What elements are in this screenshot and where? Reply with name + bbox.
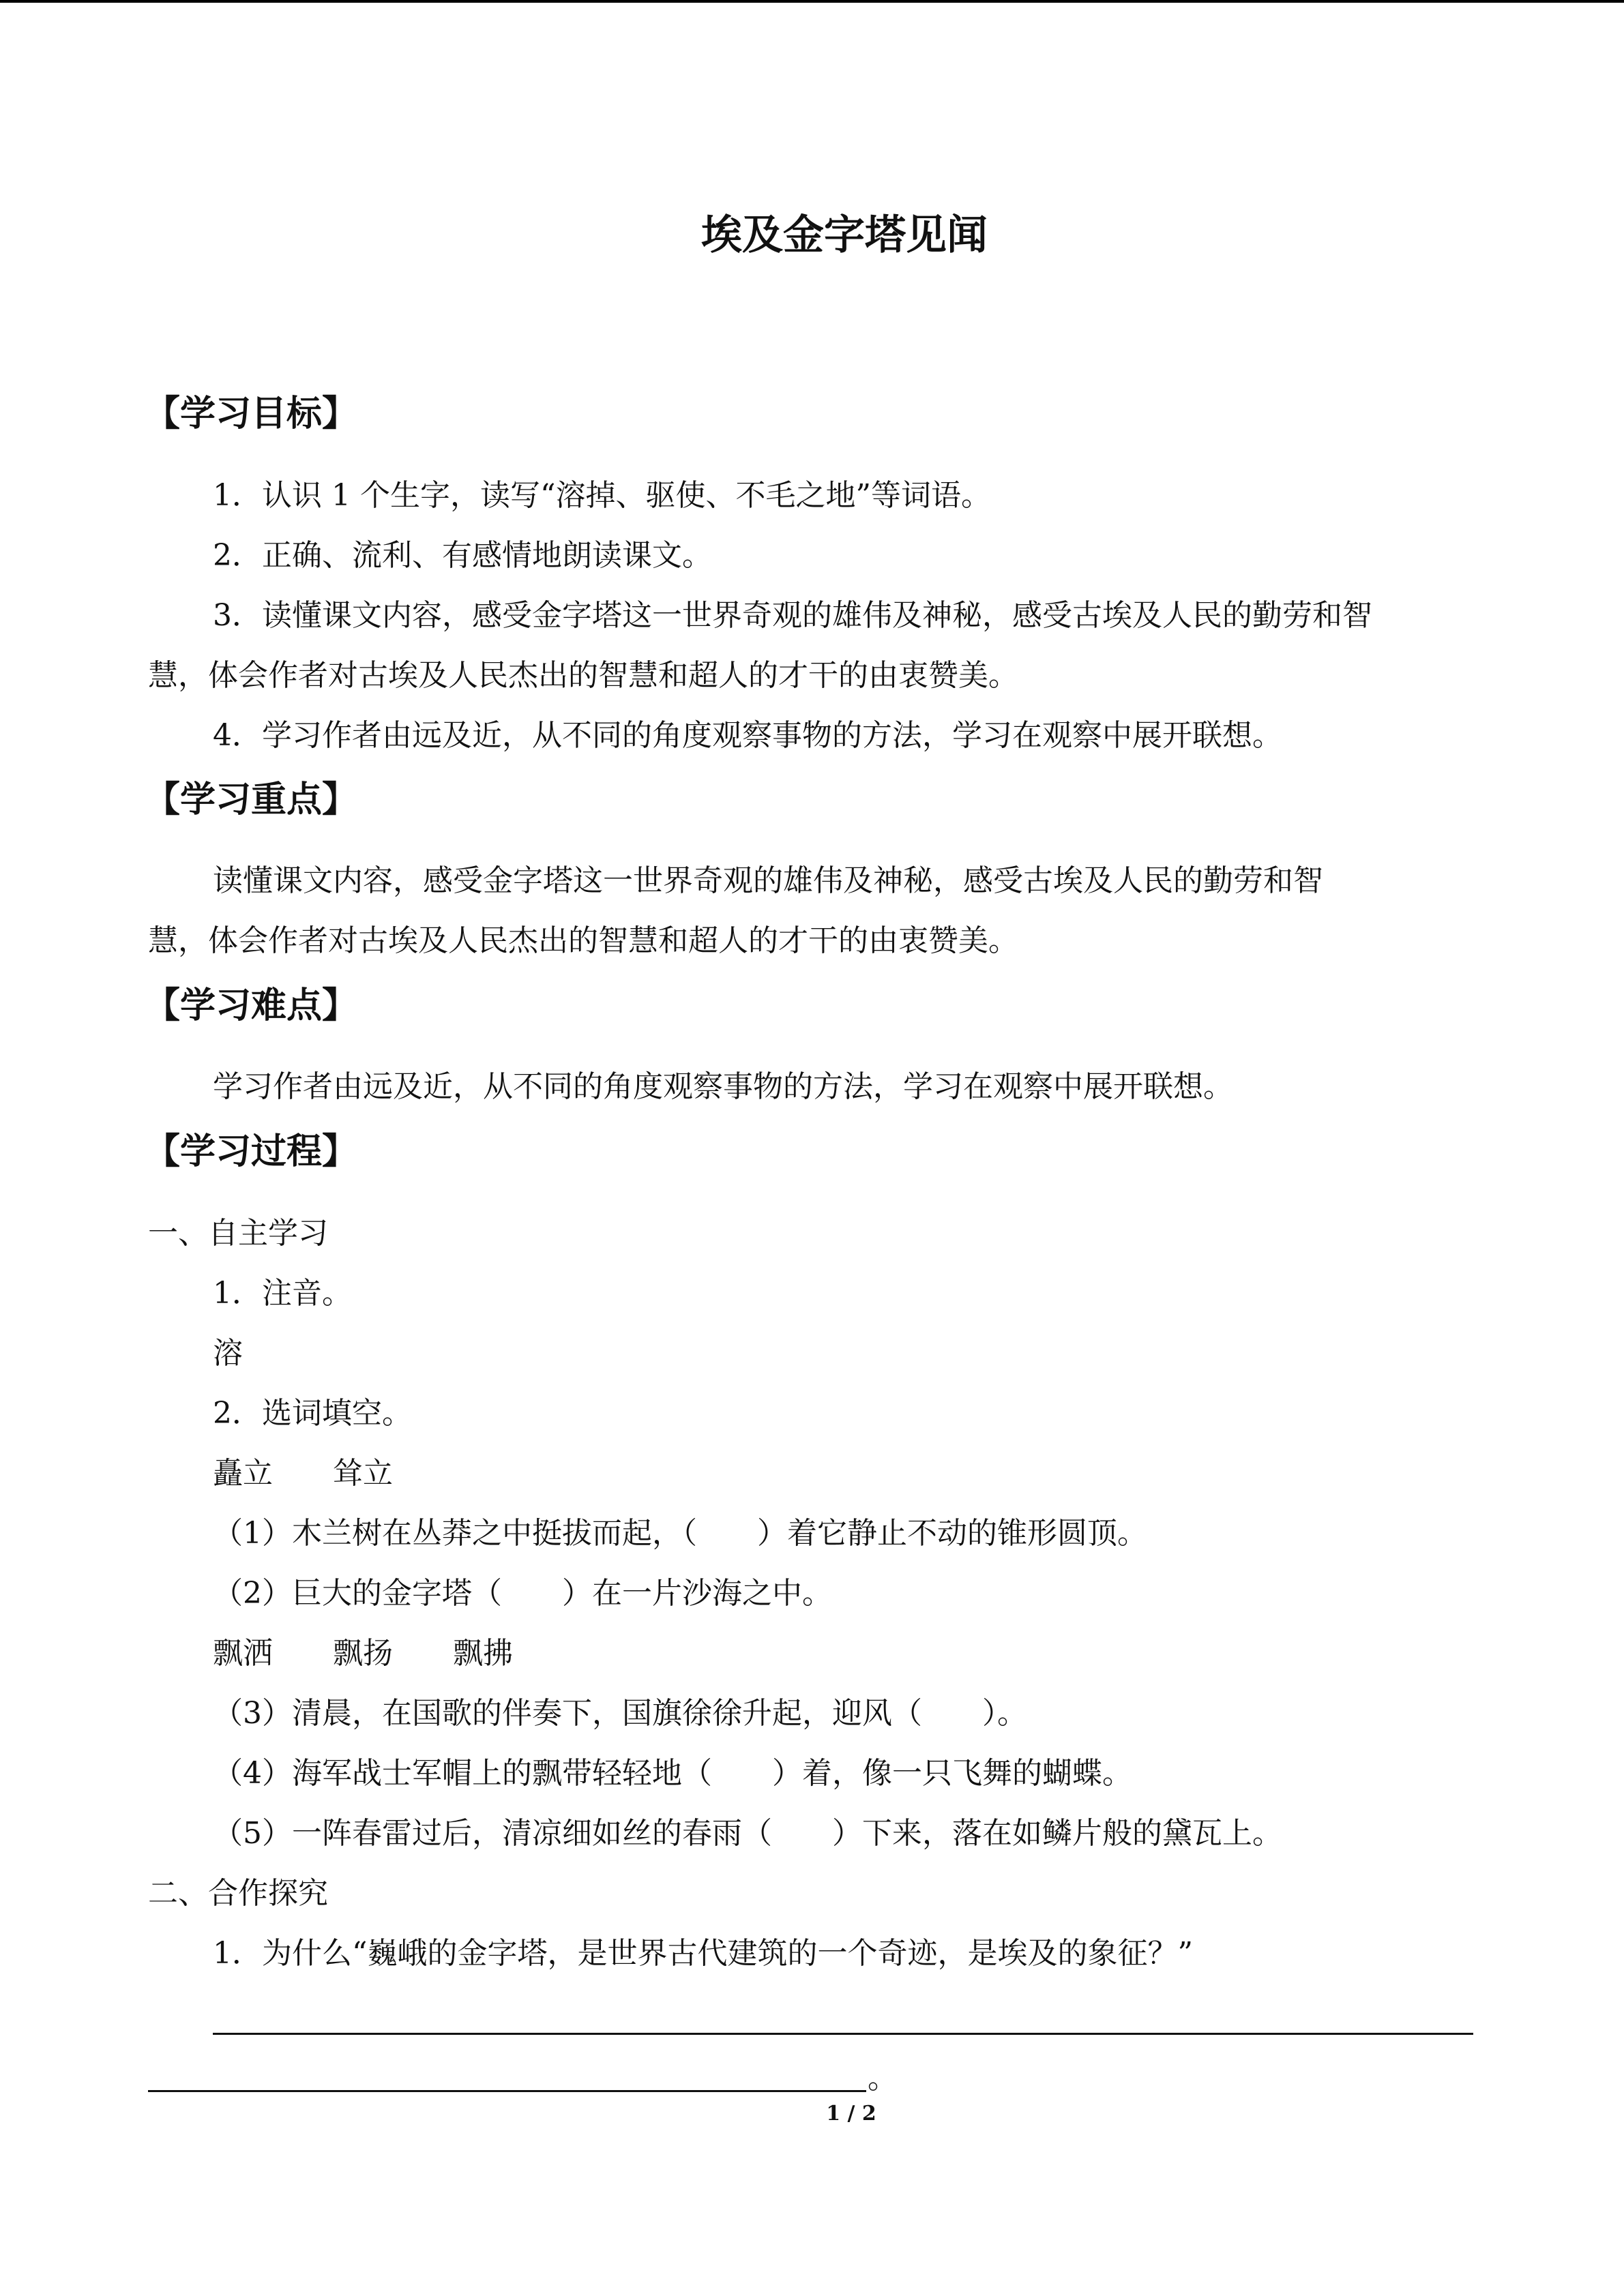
page-title: 埃及金字塔见闻 [701, 211, 988, 259]
part1-blank-4: （4）海军战士军帽上的飘带轻轻地（ ）着，像一只飞舞的蝴蝶。 [213, 1756, 1132, 1791]
heading-goals: 【学习目标】 [145, 393, 358, 434]
part1-q2: 2．选词填空。 [213, 1396, 412, 1431]
answer-line-1 [213, 2033, 1473, 2035]
goal-item-3-cont: 慧，体会作者对古埃及人民杰出的智慧和超人的才干的由衷赞美。 [148, 658, 1018, 693]
goal-item-4: 4．学习作者由远及近，从不同的角度观察事物的方法，学习在观察中展开联想。 [213, 718, 1282, 753]
part1-title: 一、自主学习 [148, 1216, 328, 1251]
answer-line-2 [148, 2090, 866, 2092]
part2-q1: 1．为什么“巍峨的金字塔，是世界古代建筑的一个奇迹，是埃及的象征？” [213, 1936, 1193, 1971]
heading-difficulties: 【学习难点】 [145, 985, 358, 1026]
part1-q1-char: 溶 [213, 1336, 243, 1371]
answer-end-mark: 。 [868, 2061, 898, 2096]
part1-q1: 1．注音。 [213, 1276, 352, 1311]
heading-process: 【学习过程】 [145, 1131, 358, 1172]
part1-words-b: 飘洒 飘扬 飘拂 [213, 1636, 513, 1671]
part1-blank-3: （3）清晨，在国歌的伴奏下，国旗徐徐升起，迎风（ ）。 [213, 1696, 1027, 1731]
part1-blank-1: （1）木兰树在丛莽之中挺拔而起，（ ）着它静止不动的锥形圆顶。 [213, 1516, 1147, 1551]
key-points-line-2: 慧，体会作者对古埃及人民杰出的智慧和超人的才干的由衷赞美。 [148, 923, 1018, 958]
part1-words-a: 矗立 耸立 [213, 1456, 393, 1491]
part2-title: 二、合作探究 [148, 1876, 328, 1911]
part1-blank-5: （5）一阵春雷过后，清凉细如丝的春雨（ ）下来，落在如鳞片般的黛瓦上。 [213, 1816, 1282, 1851]
difficulties-line-1: 学习作者由远及近，从不同的角度观察事物的方法，学习在观察中展开联想。 [213, 1069, 1233, 1104]
goal-item-2: 2．正确、流利、有感情地朗读课文。 [213, 538, 712, 573]
page-top-border [0, 0, 1624, 3]
goal-item-3: 3．读懂课文内容，感受金字塔这一世界奇观的雄伟及神秘，感受古埃及人民的勤劳和智 [213, 598, 1372, 633]
heading-key-points: 【学习重点】 [145, 779, 358, 820]
goal-item-1: 1．认识 1 个生字，读写“溶掉、驱使、不毛之地”等词语。 [213, 478, 991, 513]
page-number: 1 / 2 [826, 2102, 876, 2126]
part1-blank-2: （2）巨大的金字塔（ ）在一片沙海之中。 [213, 1576, 832, 1611]
key-points-line-1: 读懂课文内容，感受金字塔这一世界奇观的雄伟及神秘，感受古埃及人民的勤劳和智 [213, 863, 1323, 898]
